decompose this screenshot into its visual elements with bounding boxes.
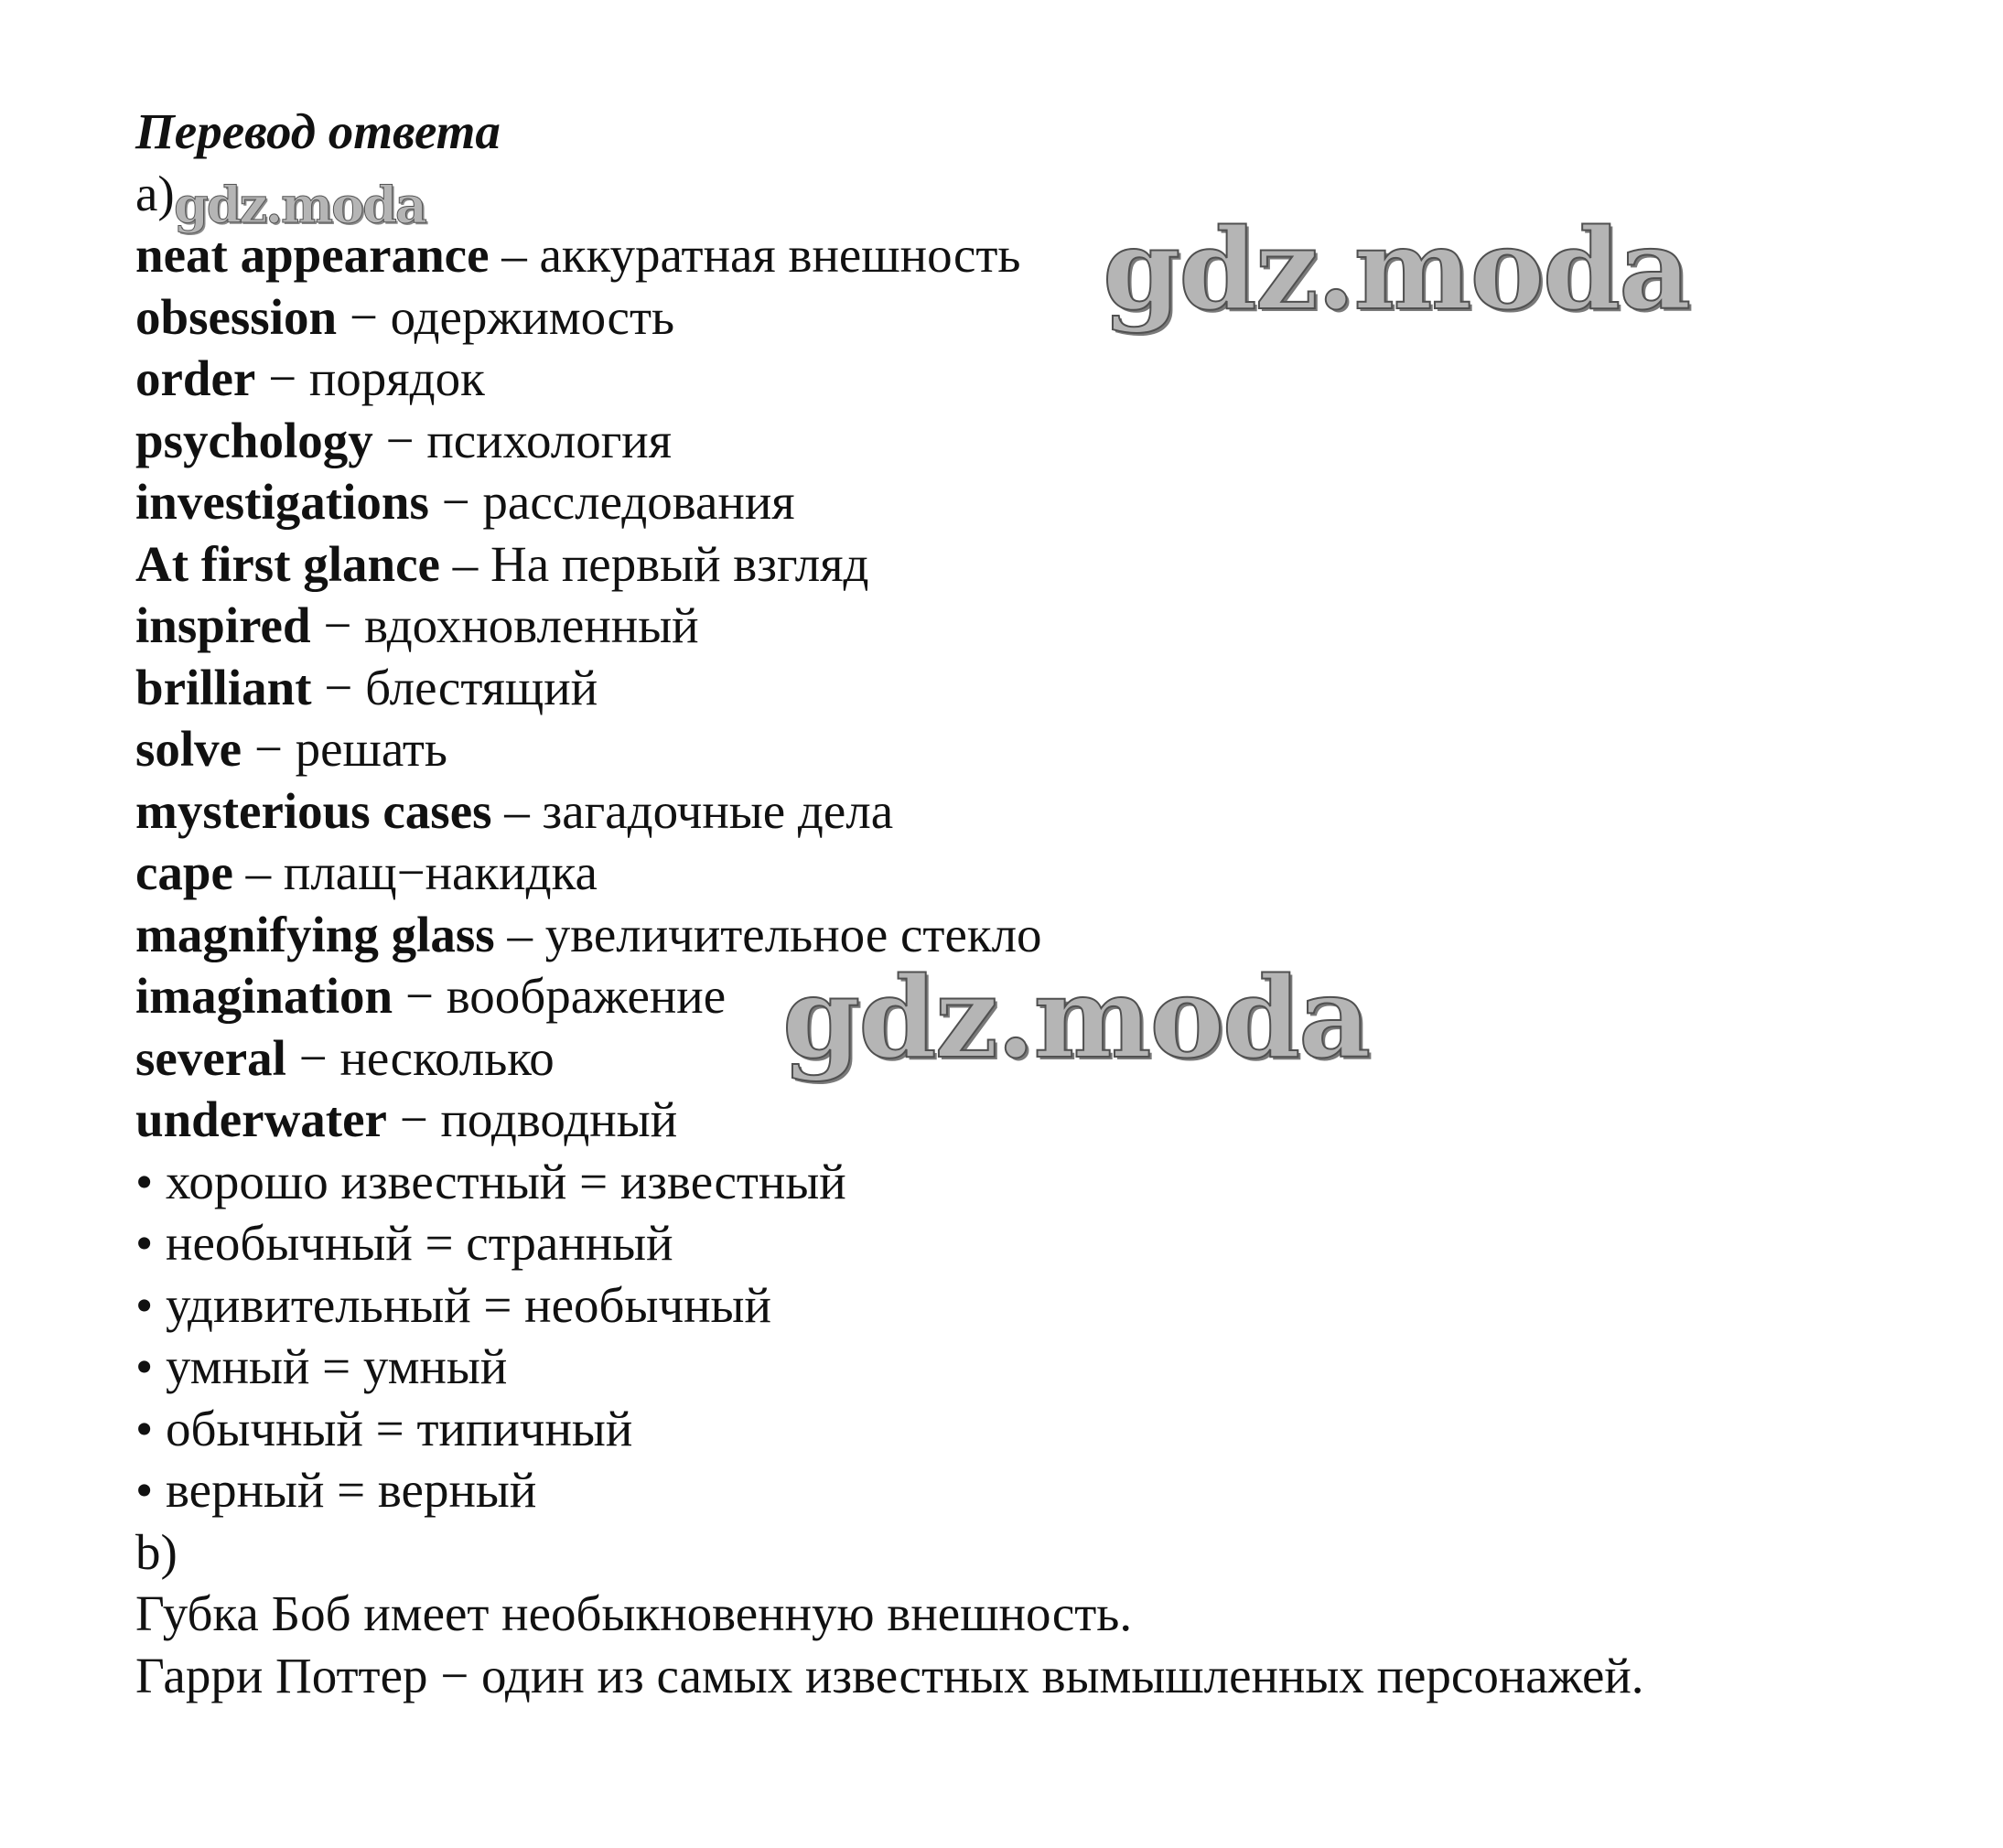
synonym-item: • обычный = типичный: [135, 1400, 633, 1456]
term: cape: [135, 844, 233, 900]
term: At first glance: [135, 535, 440, 592]
translation: плащ−накидка: [283, 844, 598, 900]
heading: Перевод ответа: [135, 103, 501, 159]
translation: решать: [295, 721, 448, 777]
translation: блестящий: [365, 659, 598, 715]
synonym-item: • умный = умный: [135, 1338, 508, 1394]
separator: −: [311, 659, 366, 715]
vocabulary-item: [135, 410, 1956, 472]
vocabulary-item: [135, 657, 1956, 719]
translation: загадочные дела: [542, 782, 894, 839]
separator: –: [489, 227, 540, 283]
watermark-small: gdz.moda: [174, 176, 425, 234]
separator: –: [232, 844, 284, 900]
watermark-large: gdz.moda: [1103, 203, 1690, 335]
term: several: [135, 1029, 286, 1086]
term: psychology: [135, 412, 373, 468]
separator: −: [242, 721, 296, 777]
separator: −: [372, 412, 427, 468]
term: brilliant: [135, 659, 312, 715]
vocabulary-item: [135, 780, 1956, 843]
vocabulary-item: [135, 718, 1956, 780]
term: solve: [135, 721, 242, 777]
section-a-label: a): [135, 165, 175, 221]
vocabulary-item: [135, 595, 1956, 657]
translation: вдохновленный: [364, 597, 699, 653]
document-page: [135, 101, 1956, 1706]
term: magnifying glass: [135, 906, 495, 962]
term: investigations: [135, 474, 429, 530]
term: inspired: [135, 597, 311, 653]
separator: −: [255, 350, 309, 406]
term: underwater: [135, 1091, 387, 1147]
vocabulary-item: [135, 842, 1956, 904]
synonym-item: • верный = верный: [135, 1462, 537, 1518]
watermark-large: gdz.moda: [782, 951, 1370, 1083]
vocabulary-item: [135, 348, 1956, 410]
translation: психология: [426, 412, 673, 468]
translation: воображение: [446, 968, 727, 1024]
translation: На первый взгляд: [490, 535, 869, 592]
separator: −: [386, 1091, 441, 1147]
term: mysterious cases: [135, 782, 492, 839]
separator: −: [337, 288, 391, 345]
section-b-sentence: Губка Боб имеет необыкновенную внешность.: [135, 1585, 1133, 1641]
translation: несколько: [339, 1029, 555, 1086]
translation: расследования: [482, 474, 795, 530]
synonym-item: • необычный = странный: [135, 1215, 673, 1271]
translation: одержимость: [390, 288, 675, 345]
vocabulary-item: [135, 533, 1956, 596]
translation: порядок: [308, 350, 485, 406]
term: order: [135, 350, 256, 406]
synonym-list: [135, 1151, 1956, 1521]
separator: −: [428, 474, 483, 530]
term: obsession: [135, 288, 338, 345]
separator: −: [310, 597, 365, 653]
translation: аккуратная внешность: [539, 227, 1021, 283]
translation: подводный: [440, 1091, 678, 1147]
synonym-item: • хорошо известный = известный: [135, 1153, 846, 1209]
separator: –: [494, 906, 545, 962]
separator: –: [439, 535, 490, 592]
separator: –: [491, 782, 543, 839]
section-b-label: b): [135, 1523, 178, 1580]
term: imagination: [135, 968, 393, 1024]
vocabulary-item: [135, 1089, 1956, 1151]
term: neat appearance: [135, 227, 490, 283]
translation: увеличительное стекло: [544, 906, 1042, 962]
synonym-item: • удивительный = необычный: [135, 1276, 771, 1333]
separator: −: [285, 1029, 340, 1086]
section-b-sentence: Гарри Поттер − один из самых известных вымышленных персонажей.: [135, 1647, 1644, 1703]
vocabulary-item: [135, 471, 1956, 533]
separator: −: [393, 968, 447, 1024]
